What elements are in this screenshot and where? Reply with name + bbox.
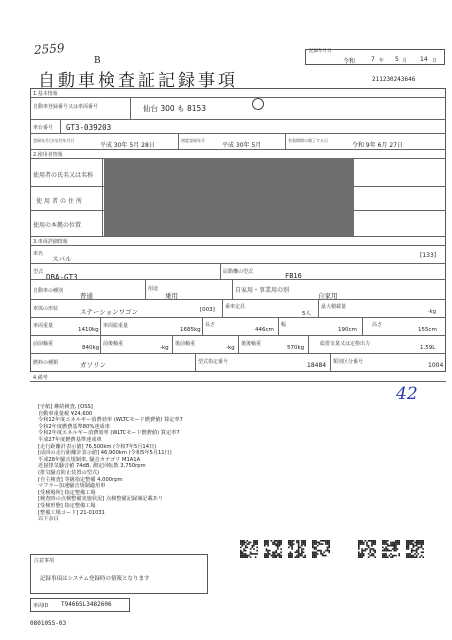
chassis-value: GT3-039203 — [66, 123, 112, 132]
qr-code-icon — [264, 540, 282, 558]
use-value: 乗用 — [165, 292, 178, 300]
weight-value: 1410kg — [78, 327, 99, 333]
user-address-redaction — [104, 186, 354, 210]
serial-value: T9466SL3482606 — [61, 601, 112, 608]
capacity-value: 5人 — [302, 311, 311, 317]
expiry-value: 令和 9年 6月 27日 — [352, 142, 403, 149]
serial-label: 車両ID — [33, 603, 49, 609]
body-code: [003] — [200, 307, 215, 313]
first-reg-value: 平成 30年 5月 — [222, 142, 262, 149]
notice-label: 注意事項 — [34, 558, 55, 564]
business-label: 自家用・事業用の別 — [235, 287, 290, 294]
qr-code-icon — [288, 540, 306, 558]
record-date-day: 14 — [420, 56, 428, 63]
max-load-label: 最大積載量 — [321, 304, 347, 310]
type-approval-value: 18484 — [307, 362, 327, 369]
kind-label: 自動車の種別 — [33, 288, 64, 294]
chassis-label: 車台番号 — [33, 125, 54, 131]
width-label: 幅 — [281, 322, 287, 328]
displacement-label: 総排気量又は定格出力 — [320, 341, 371, 347]
remarks-line: [受検形態] 指定整備工場 — [38, 502, 96, 509]
remarks-line: 以下余白 — [38, 516, 59, 523]
qr-code-icon — [406, 540, 424, 558]
user-name-redaction — [104, 158, 354, 186]
record-date-year: 7 — [371, 56, 375, 63]
length-value: 446cm — [255, 327, 274, 333]
model-value: DBA-GT3 — [46, 273, 78, 282]
reg-number-label: 自動車登録番号又は車両番号 — [33, 104, 99, 110]
engine-label: 原動機の型式 — [223, 269, 254, 275]
remarks-line: 平成28年騒音規制車, 騒音カテゴリ M1A1A — [38, 456, 141, 463]
remarks-line: 令和12年度エネルギー消費効率 (WLTCモード燃費値) 算定率7 — [38, 417, 183, 424]
handwritten-note: 42 — [396, 384, 418, 404]
category-label: 類別区分番号 — [333, 359, 364, 365]
height-value: 155cm — [418, 327, 437, 333]
qr-code-row — [240, 540, 440, 562]
section-user-title: 2.使用者情報 — [33, 152, 63, 158]
remarks-line: 令和2年度燃費基準80%達成車 — [38, 423, 110, 430]
remarks-line: [自主検査] 等級指定整備 4,000rpm — [38, 476, 123, 483]
maker-code: [133] — [420, 252, 437, 259]
handwritten-file-number: 2559 — [33, 40, 65, 58]
fuel-label: 燃料の種類 — [33, 360, 59, 366]
front-front-axle-label: 前前軸重 — [33, 341, 54, 347]
engine-value: FB16 — [285, 272, 302, 280]
reg-date-value: 平成 30年 5月 28日 — [100, 142, 155, 149]
circle-mark — [252, 98, 264, 110]
section-remarks-title: 4.備考 — [33, 375, 48, 381]
length-label: 長さ — [205, 322, 216, 328]
record-date-label: 記録年月日 — [309, 49, 332, 54]
remarks-line: [前回の走行距離計表示値] 46,900km (令和5年5月11日) — [38, 450, 172, 457]
record-date-era: 令和 — [343, 58, 356, 65]
base-location-redaction — [104, 210, 354, 236]
record-date-month: 5 — [395, 56, 399, 63]
notice-text: 記録事項はシステム登録時の情報となります — [40, 576, 150, 582]
remarks-line: [受検場所] 指定整備工場 — [38, 489, 96, 496]
gross-weight-value: 1685kg — [180, 327, 201, 333]
type-approval-label: 型式指定番号 — [198, 359, 229, 365]
remarks-line: 自動車重量税 ¥24,600 — [38, 410, 93, 417]
width-value: 190cm — [338, 327, 357, 333]
qr-code-icon — [312, 540, 330, 558]
body-value: ステーションワゴン — [80, 308, 139, 316]
gross-weight-label: 車両総重量 — [103, 323, 129, 329]
qr-code-icon — [240, 540, 258, 558]
remarks-line: [検査時の点検整備実施状況] 点検整備記録簿記載あり — [38, 496, 164, 503]
expiry-label: 有効期間の満了する日 — [288, 138, 328, 143]
record-date-day-unit: 日 — [432, 58, 438, 64]
front-front-axle-value: 840kg — [82, 345, 100, 351]
qr-code-icon — [382, 540, 400, 558]
body-label: 車体の形状 — [33, 306, 59, 312]
first-reg-label: 初度登録年月 — [181, 138, 205, 143]
height-label: 高さ — [372, 322, 383, 328]
weight-label: 車両重量 — [33, 323, 54, 329]
rear-front-axle-label: 後前軸重 — [175, 341, 196, 347]
model-label: 型式 — [33, 269, 44, 275]
record-date-year-unit: 年 — [379, 58, 385, 64]
kind-value: 普通 — [80, 292, 93, 300]
form-number: 080105S-03 — [30, 620, 67, 627]
grade-mark: B — [94, 56, 101, 66]
remarks-line: マフラー加速騒音規制適用車 — [38, 483, 106, 490]
business-value: 自家用 — [318, 292, 338, 300]
max-load-value: -kg — [428, 309, 436, 315]
reg-number-value: 仙台 300 も 8153 — [143, 104, 207, 113]
remarks-line: [走行距離計表示値] 76,500km (令和7年5月14日) — [38, 443, 157, 450]
remarks-notes — [38, 404, 288, 523]
remarks-line: [字紙] 継続検査, [OSS] — [38, 404, 93, 410]
remarks-line: 近接排気騒音値 74dB, 測定回転数 3,750rpm — [38, 463, 146, 470]
remarks-line: (排気騒音防止装置の型式) — [38, 469, 100, 476]
displacement-value: 1.59L — [420, 345, 436, 351]
fuel-value: ガソリン — [80, 361, 106, 369]
maker-value: スバル — [52, 255, 72, 263]
rear-rear-axle-label: 後後軸重 — [241, 341, 262, 347]
remarks-line: 令和2年度エネルギー消費効率 (WLTCモード燃費値) 算定率7 — [38, 430, 180, 437]
qr-code-icon — [358, 540, 376, 558]
use-label: 用途 — [148, 286, 159, 292]
rear-front-axle-value: -kg — [226, 345, 235, 351]
document-number: 211230243646 — [372, 76, 416, 83]
remarks-line: [整備工場コード] 21-01031 — [38, 509, 105, 516]
front-rear-axle-value: -kg — [160, 345, 169, 351]
section-basic-title: 1.基本情報 — [33, 91, 58, 97]
capacity-label: 乗車定員 — [225, 304, 246, 310]
record-date-month-unit: 月 — [402, 58, 408, 64]
base-location-label: 使用の本拠の位置 — [33, 222, 82, 229]
rear-rear-axle-value: 570kg — [287, 345, 305, 351]
front-rear-axle-label: 前後軸重 — [103, 341, 124, 347]
document-title: 自動車検査証記録事項 — [38, 71, 238, 91]
user-name-label: 使用者の氏名又は名称 — [33, 172, 94, 179]
remarks-line: 平成27年度燃費基準達成車 — [38, 436, 102, 443]
category-value: 1004 — [428, 362, 444, 369]
reg-date-label: 登録年月日/交付年月日 — [33, 138, 75, 143]
maker-label: 車名 — [33, 251, 44, 257]
section-vehicle-title: 3.車両詳細情報 — [33, 239, 68, 245]
user-address-label: 使用者の住所 — [36, 198, 85, 205]
